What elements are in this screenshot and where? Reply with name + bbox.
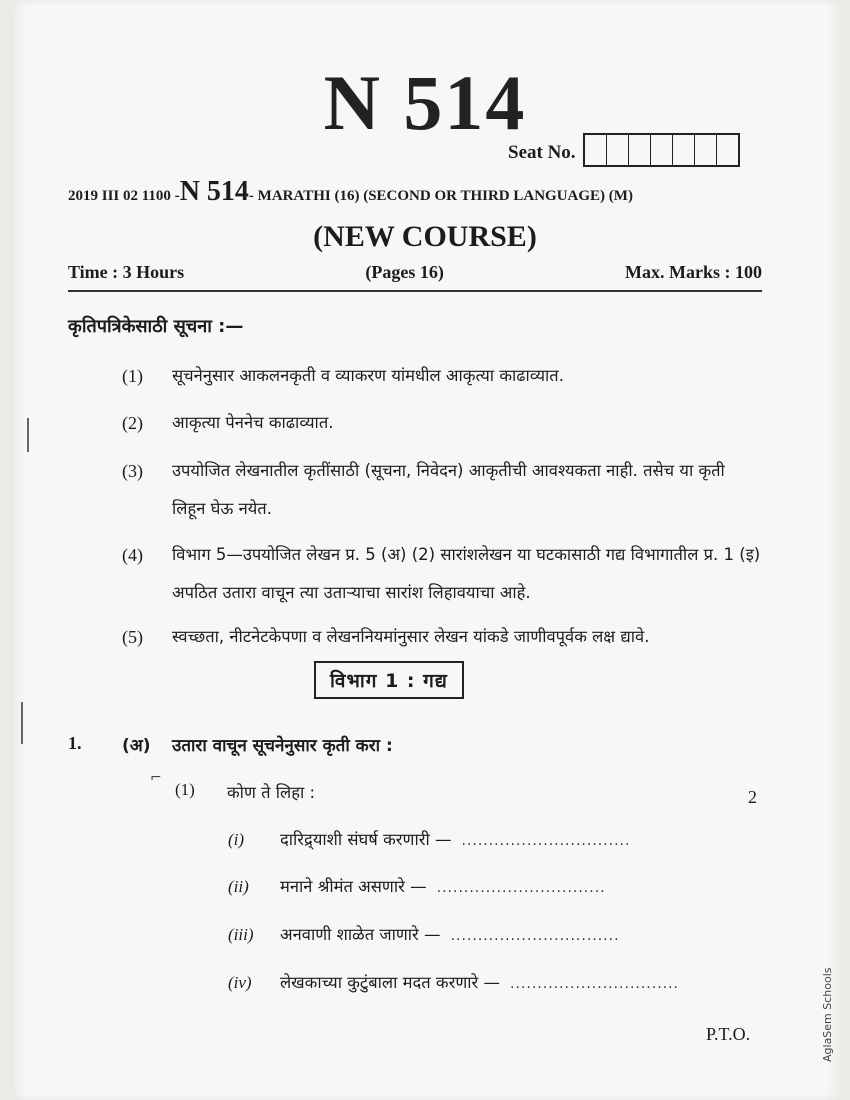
- seat-label: Seat No.: [508, 142, 576, 163]
- seat-box: [585, 135, 607, 165]
- seat-number-boxes[interactable]: [583, 133, 740, 167]
- course-title: (NEW COURSE): [313, 220, 537, 253]
- answer-blank[interactable]: ...............................: [510, 976, 680, 992]
- margin-mark: [21, 702, 23, 744]
- instruction-item: [122, 461, 762, 528]
- header-divider: [68, 290, 762, 292]
- max-marks-info: Max. Marks : 100: [625, 262, 762, 282]
- subject-code: N 514: [179, 176, 249, 207]
- item-number: (iii): [228, 925, 254, 944]
- answer-item: [228, 827, 630, 850]
- instruction-number: (5): [122, 627, 143, 647]
- pages-info: (Pages 16): [365, 262, 444, 282]
- instruction-item: [122, 627, 762, 656]
- item-number: (i): [228, 830, 245, 849]
- item-number: (iv): [228, 973, 252, 992]
- watermark: AglaSem Schools: [821, 967, 834, 1062]
- marks-value: 2: [748, 787, 757, 807]
- question-part: (अ): [122, 736, 151, 756]
- section-title: विभाग 1 : गद्य: [314, 661, 464, 699]
- seat-box: [717, 135, 738, 165]
- answer-item: [228, 922, 620, 945]
- sub-question-text: कोण ते लिहा :: [227, 783, 316, 802]
- instruction-item: [122, 545, 762, 612]
- page-turn-note: P.T.O.: [706, 1024, 751, 1044]
- subject-suffix: - MARATHI (16) (SECOND OR THIRD LANGUAGE) (M): [248, 188, 633, 204]
- subject-prefix: 2019 III 02 1100 -: [68, 188, 180, 204]
- answer-item: [228, 970, 679, 993]
- item-number: (ii): [228, 877, 249, 896]
- exam-meta: [68, 262, 762, 283]
- sub-question-number: (1): [175, 780, 195, 799]
- instruction-number: (1): [122, 366, 143, 386]
- instruction-number: (4): [122, 545, 143, 565]
- item-text: मनाने श्रीमंत असणारे —: [280, 877, 427, 896]
- instruction-number: (2): [122, 413, 143, 433]
- instruction-text: आकृत्या पेननेच काढाव्यात.: [172, 413, 334, 432]
- seat-box: [629, 135, 651, 165]
- seat-number: [508, 133, 740, 167]
- question-number: 1.: [68, 733, 82, 753]
- subject-line: [68, 176, 768, 208]
- margin-mark: [27, 418, 29, 452]
- answer-blank[interactable]: ...............................: [450, 928, 620, 944]
- seat-box: [695, 135, 717, 165]
- answer-blank[interactable]: ...............................: [436, 880, 606, 896]
- instruction-number: (3): [122, 461, 143, 481]
- instruction-item: [122, 413, 762, 442]
- sub-question: [175, 780, 315, 803]
- instruction-text: सूचनेनुसार आकलनकृती व व्याकरण यांमधील आकृत्या काढाव्यात.: [172, 366, 564, 385]
- seat-box: [607, 135, 629, 165]
- instruction-text: स्वच्छता, नीटनेटकेपणा व लेखननियमांनुसार लेखन यांकडे जाणीवपूर्वक लक्ष द्यावे.: [172, 627, 650, 646]
- question-text: उतारा वाचून सूचनेनुसार कृती करा :: [172, 736, 393, 756]
- paper-code: N 514: [323, 59, 527, 146]
- seat-box: [651, 135, 673, 165]
- instruction-text: विभाग 5—उपयोजित लेखन प्र. 5 (अ) (2) सारांशलेखन या घटकासाठी गद्य विभागातील प्र. 1 (इ) अपठित उतारा वाचून त्या उताऱ्याचा सारांश लिहावयाचा आहे.: [172, 545, 761, 602]
- item-text: दारिद्र्याशी संघर्ष करणारी —: [280, 830, 452, 849]
- instruction-item: [122, 366, 762, 395]
- seat-box: [673, 135, 695, 165]
- answer-item: [228, 874, 606, 897]
- item-text: अनवाणी शाळेत जाणारे —: [280, 925, 441, 944]
- pen-tick-mark: ⌐: [150, 770, 162, 786]
- instruction-text: उपयोजित लेखनातील कृतींसाठी (सूचना, निवेदन) आकृतीची आवश्यकता नाही. तसेच या कृती लिहून घेऊ नयेत.: [172, 461, 725, 518]
- answer-blank[interactable]: ...............................: [461, 833, 631, 849]
- item-text: लेखकाच्या कुटुंबाला मदत करणारे —: [280, 973, 501, 992]
- question-heading: [68, 733, 393, 756]
- instructions-heading: कृतिपत्रिकेसाठी सूचना :—: [68, 316, 244, 337]
- time-info: Time : 3 Hours: [68, 262, 185, 282]
